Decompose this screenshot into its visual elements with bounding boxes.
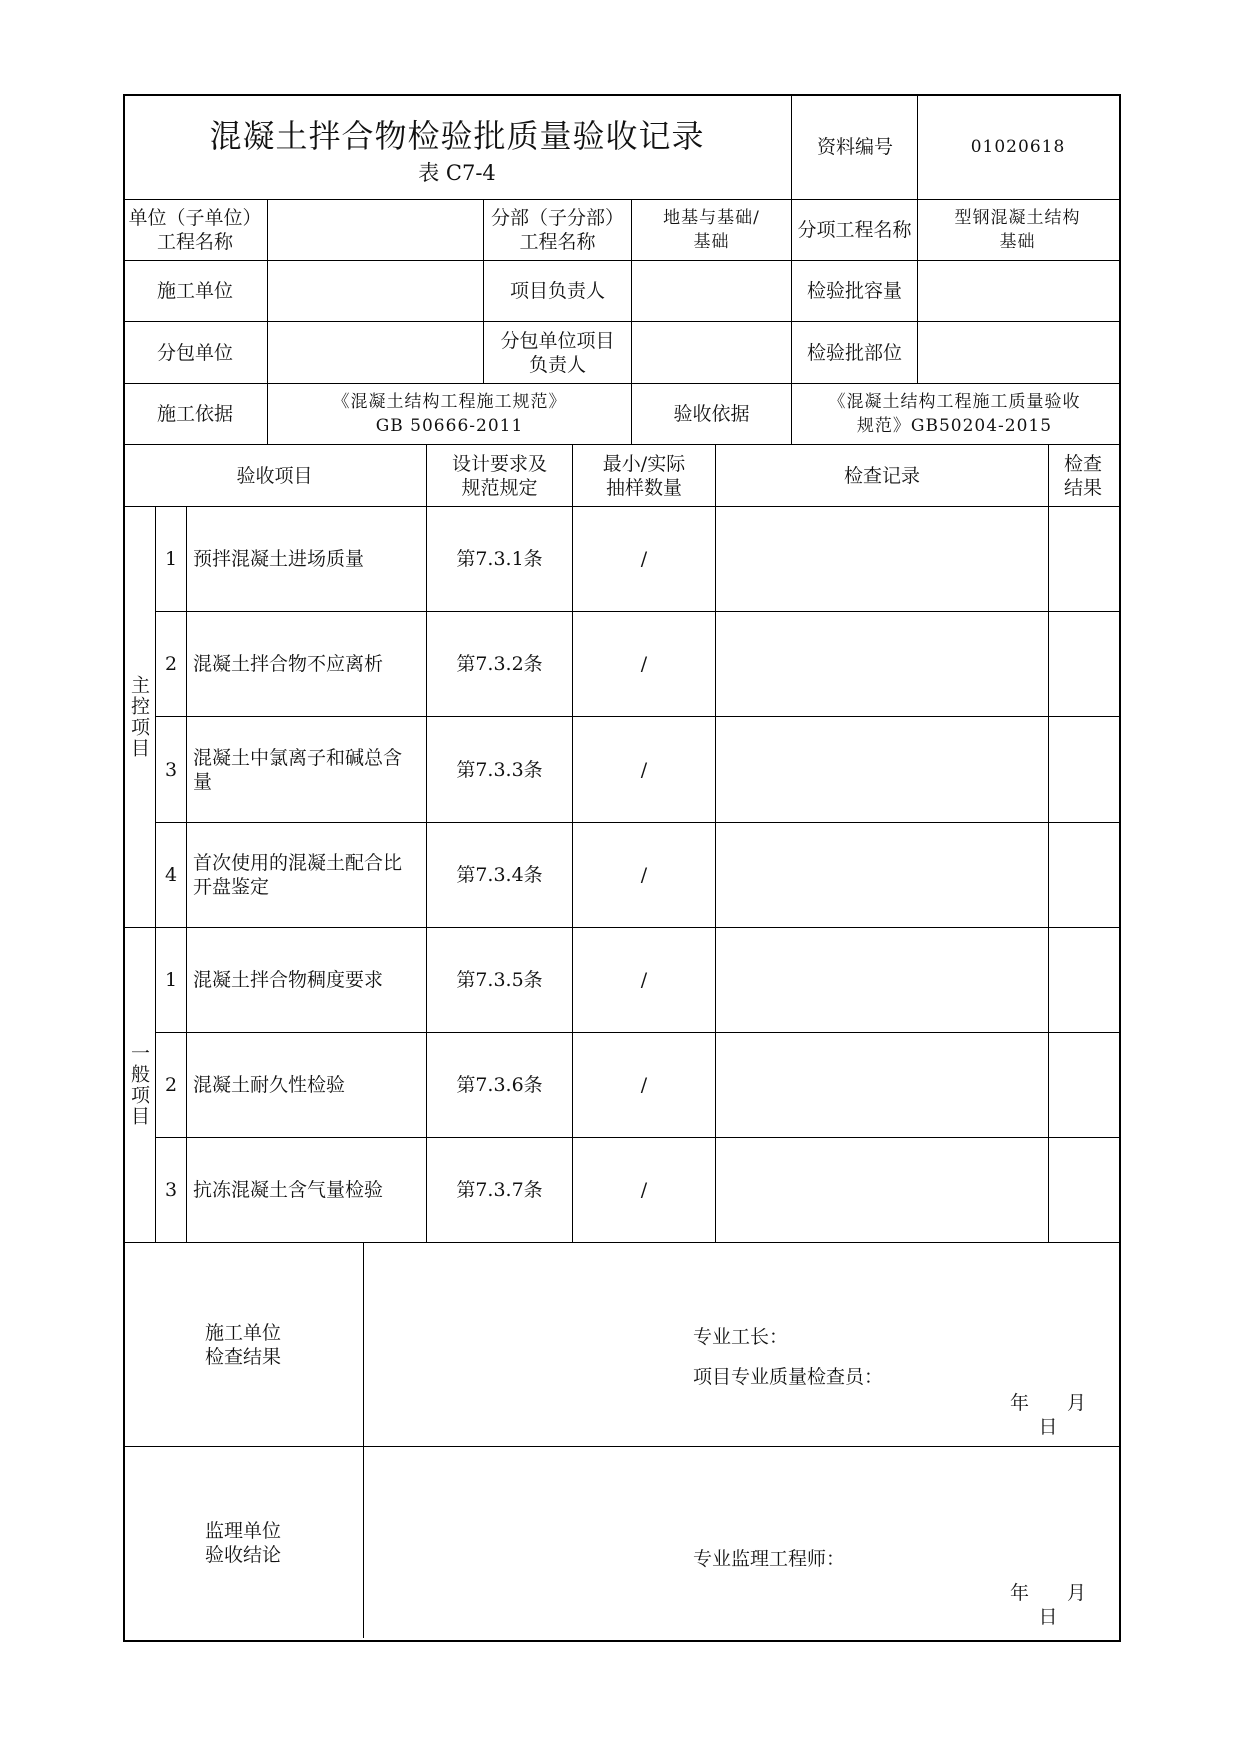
row-result-field[interactable]: [1049, 507, 1117, 611]
row-item-name: 首次使用的混凝土配合比 开盘鉴定: [193, 852, 403, 898]
general-group: [123, 928, 155, 1242]
row-item-name: 混凝土拌合物稠度要求: [193, 969, 384, 991]
row-number: 3: [164, 1179, 178, 1201]
header-item: 验收项目: [236, 464, 313, 487]
construction-basis-label: 施工依据: [156, 403, 233, 425]
row-number: 1: [164, 969, 178, 991]
row-result-field[interactable]: [1049, 823, 1117, 927]
contractor-field[interactable]: [268, 261, 483, 321]
row-item-name: 预拌混凝土进场质量: [193, 548, 365, 570]
row-clause: 第7.3.4条: [456, 864, 543, 886]
row-sample[interactable]: /: [640, 1074, 648, 1096]
subdivision-value[interactable]: 地基与基础/ 基础: [663, 208, 760, 252]
row-clause: 第7.3.3条: [456, 758, 543, 781]
row-number: 4: [164, 864, 178, 886]
batch-location-label: 检验批部位: [806, 341, 902, 364]
row-record-field[interactable]: [716, 507, 1048, 611]
row-number: 1: [164, 548, 178, 570]
batch-capacity-label: 检验批容量: [806, 280, 902, 302]
contractor-label: 施工单位: [156, 280, 233, 302]
supervising-engineer-signature-label: 专业监理工程师：: [693, 1548, 846, 1570]
row-item-name: 混凝土拌合物不应离析: [193, 653, 384, 675]
item-project-value[interactable]: 型钢混凝土结构 基础: [954, 208, 1081, 252]
row-record-field[interactable]: [716, 1138, 1048, 1242]
qc-inspector-signature-label: 项目专业质量检查员：: [693, 1366, 884, 1388]
batch-location-field[interactable]: [918, 322, 1117, 383]
construction-basis-value: 《混凝土结构工程施工规范》 GB 50666-2011: [332, 392, 567, 436]
main-control-label: 主控项目: [128, 675, 150, 759]
doc-no-value: 01020618: [970, 136, 1066, 157]
unit-name-field[interactable]: [268, 200, 483, 260]
row-record-field[interactable]: [716, 928, 1048, 1032]
row-number: 3: [164, 758, 178, 781]
supervisor-date[interactable]: 年 月 日: [1009, 1582, 1125, 1628]
header-result: 检查 结果: [1063, 452, 1102, 499]
doc-no-label: 资料编号: [816, 135, 893, 158]
row-item-name: 抗冻混凝土含气量检验: [193, 1179, 384, 1201]
acceptance-basis-value: 《混凝土结构工程施工质量验收 规范》GB50204-2015: [828, 392, 1081, 436]
row-clause: 第7.3.6条: [456, 1074, 543, 1096]
row-result-field[interactable]: [1049, 717, 1117, 822]
row-clause: 第7.3.2条: [456, 653, 543, 675]
row-record-field[interactable]: [716, 717, 1048, 822]
form-code: 表 C7-4: [418, 161, 496, 185]
row-result-field[interactable]: [1049, 1138, 1117, 1242]
acceptance-basis-label: 验收依据: [673, 403, 750, 425]
row-sample[interactable]: /: [640, 969, 648, 991]
supervisor-conclusion-label: 监理单位 验收结论: [204, 1519, 281, 1566]
row-sample[interactable]: /: [640, 548, 648, 570]
contractor-check-label: 施工单位 检查结果: [204, 1321, 281, 1368]
form-title: 混凝土拌合物检验批质量验收记录: [209, 117, 705, 155]
subcontractor-label: 分包单位: [156, 341, 233, 364]
item-project-label: 分项工程名称: [797, 219, 912, 241]
row-sample[interactable]: /: [640, 758, 648, 781]
row-sample[interactable]: /: [640, 1179, 648, 1201]
row-number: 2: [164, 653, 178, 675]
header-design: 设计要求及 规范规定: [451, 452, 547, 499]
main-control-group: [123, 507, 155, 927]
row-number: 2: [164, 1074, 178, 1096]
batch-capacity-field[interactable]: [918, 261, 1117, 321]
subcontractor-field[interactable]: [268, 322, 483, 383]
unit-name-label: 单位（子单位） 工程名称: [128, 207, 262, 253]
row-clause: 第7.3.7条: [456, 1179, 543, 1201]
row-record-field[interactable]: [716, 612, 1048, 716]
row-record-field[interactable]: [716, 823, 1048, 927]
project-manager-field[interactable]: [632, 261, 791, 321]
general-label: 一般项目: [128, 1043, 150, 1127]
row-clause: 第7.3.1条: [456, 548, 543, 570]
inspection-form: [123, 94, 1125, 1642]
row-result-field[interactable]: [1049, 612, 1117, 716]
row-record-field[interactable]: [716, 1033, 1048, 1137]
foreman-signature-label: 专业工长：: [693, 1326, 789, 1348]
header-record: 检查记录: [843, 464, 920, 487]
sub-manager-label: 分包单位项目 负责人: [500, 329, 615, 376]
contractor-date[interactable]: 年 月 日: [1009, 1392, 1125, 1438]
subdivision-label: 分部（子分部） 工程名称: [490, 207, 624, 253]
row-sample[interactable]: /: [640, 864, 648, 886]
row-result-field[interactable]: [1049, 928, 1117, 1032]
row-result-field[interactable]: [1049, 1033, 1117, 1137]
project-manager-label: 项目负责人: [509, 280, 605, 302]
row-sample[interactable]: /: [640, 653, 648, 675]
row-item-name: 混凝土中氯离子和碱总含 量: [193, 746, 403, 793]
row-item-name: 混凝土耐久性检验: [193, 1074, 346, 1096]
sub-manager-field[interactable]: [632, 322, 791, 383]
header-sample: 最小/实际 抽样数量: [602, 452, 686, 499]
row-clause: 第7.3.5条: [456, 969, 543, 991]
